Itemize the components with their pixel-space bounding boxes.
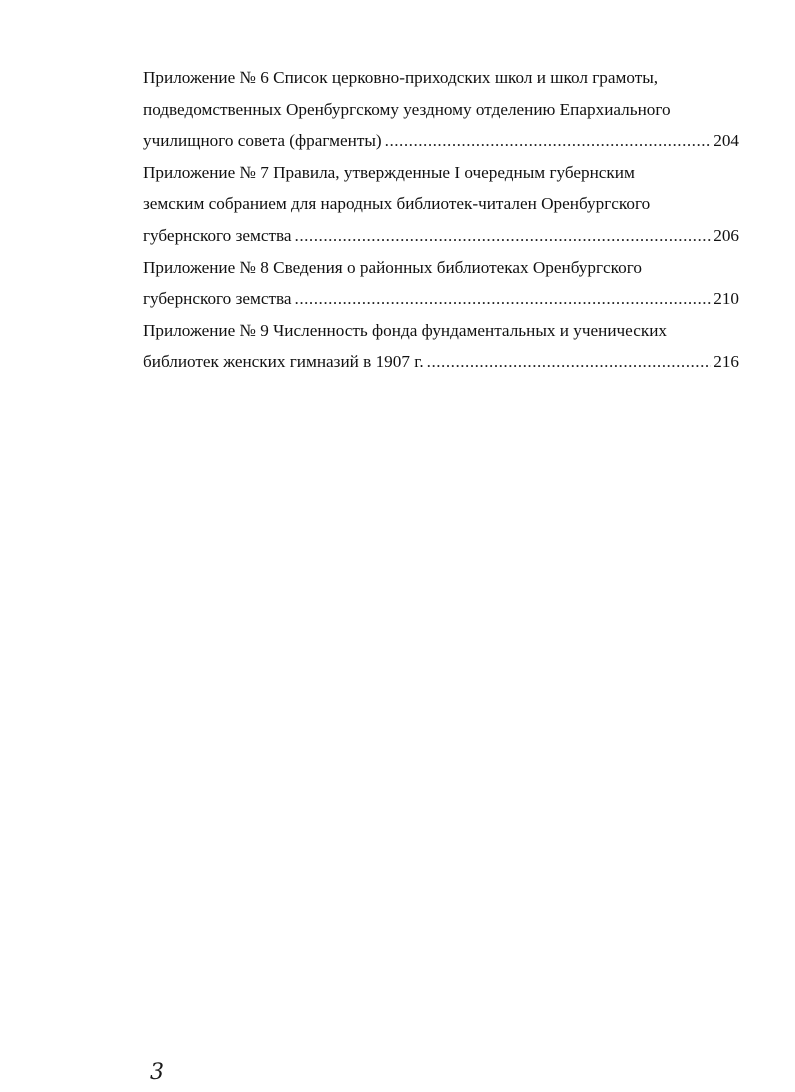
- toc-page-number: 216: [713, 352, 739, 372]
- toc-entry-last-line: [143, 346, 739, 378]
- toc-entry-appendix-7: [143, 157, 739, 252]
- toc-entry-text-line: Приложение № 6 Список церковно-приходских школ и школ грамоты,: [143, 68, 659, 87]
- toc-page-number: 204: [713, 131, 739, 151]
- toc-entry-text: училищного совета (фрагменты): [143, 131, 382, 151]
- toc-entry-appendix-9: [143, 315, 739, 378]
- toc-entry-text-line: Приложение № 7 Правила, утвержденные I очередным губернским: [143, 162, 635, 182]
- toc-entry-appendix-6: [143, 62, 739, 157]
- toc-entry-text: губернского земства: [143, 225, 292, 245]
- toc-entry-last-line: [143, 283, 739, 315]
- toc-entry-text-line: подведомственных Оренбургскому уездному отделению Епархиального: [143, 99, 671, 119]
- handwritten-page-number: 3: [150, 1060, 164, 1085]
- dot-leader: [295, 283, 712, 315]
- toc-page-number: 206: [713, 225, 739, 245]
- dot-leader: [295, 220, 712, 252]
- toc-entry-text: библиотек женских гимназий в 1907 г.: [143, 352, 424, 372]
- dot-leader: [427, 346, 712, 378]
- toc-entry-text-line: Приложение № 9 Численность фонда фундаментальных и ученических: [143, 320, 667, 340]
- dot-leader: [385, 125, 712, 157]
- table-of-contents: [143, 62, 739, 378]
- toc-entry-text-line: Приложение № 8 Сведения о районных библиотеках Оренбургского: [143, 257, 642, 277]
- toc-entry-text: губернского земства: [143, 289, 292, 309]
- toc-entry-last-line: [143, 125, 739, 157]
- toc-entry-appendix-8: [143, 252, 739, 315]
- toc-entry-text-line: земским собранием для народных библиотек-читален Оренбургского: [143, 194, 651, 214]
- toc-page-number: 210: [713, 289, 739, 309]
- toc-entry-last-line: [143, 220, 739, 252]
